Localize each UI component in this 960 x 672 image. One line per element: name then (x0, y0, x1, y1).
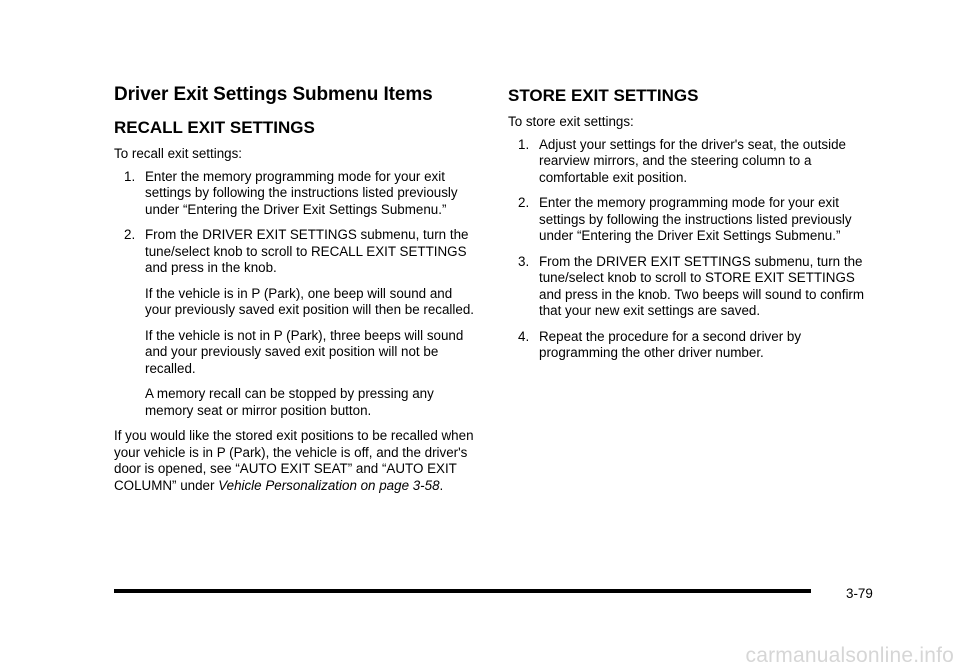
list-item (508, 254, 878, 320)
list-item (114, 169, 480, 219)
step-text: Adjust your settings for the driver's seat, the outside rearview mirrors, and the steering column to a comfortable exit position. (539, 136, 846, 185)
list-item (508, 195, 878, 245)
step-text: Enter the memory programming mode for your exit settings by following the instructions listed previously under “Entering the Driver Exit Settings Submenu.” (539, 195, 852, 243)
list-item (508, 329, 878, 362)
footer-rule (114, 589, 811, 593)
list-item (508, 137, 878, 187)
recall-note-not-park: If the vehicle is not in P (Park), three beeps will sound and your previously saved exit position will not be recalled. (145, 327, 464, 376)
recall-note-stop: A memory recall can be stopped by pressing any memory seat or mirror position button. (145, 386, 434, 418)
store-section-heading: STORE EXIT SETTINGS (508, 86, 699, 105)
recall-trailer (114, 428, 480, 494)
right-column (508, 86, 878, 371)
list-item (114, 227, 480, 277)
recall-lead: To recall exit settings: (114, 146, 243, 161)
step-number: 3. (518, 253, 530, 269)
left-column (114, 84, 480, 494)
page-title: Driver Exit Settings Submenu Items (114, 84, 433, 105)
page-number: 3-79 (846, 586, 873, 601)
watermark: carmanualsonline.info (745, 644, 954, 667)
step-text: From the DRIVER EXIT SETTINGS submenu, turn the tune/select knob to scroll to RECALL EXIT SETTINGS and press in the knob. (145, 227, 469, 275)
cross-reference-link: Vehicle Personalization on page 3-58 (218, 477, 440, 493)
recall-note-park: If the vehicle is in P (Park), one beep will sound and your previously saved exit position will then be recalled. (145, 285, 474, 317)
store-lead: To store exit settings: (508, 114, 634, 129)
step-number: 4. (518, 328, 530, 344)
step-number: 1. (124, 168, 136, 184)
step-number: 1. (518, 136, 530, 152)
store-steps (508, 137, 878, 362)
trailer-end: . (439, 477, 444, 493)
trailer-text: If you would like the stored exit positions to be recalled when your vehicle is in P (Park), the vehicle is off, and the driver's door is opened, see “AUTO EXIT SEAT” and “AUTO EXIT COLUMN” under (114, 428, 474, 493)
step-text: Repeat the procedure for a second driver by programming the other driver number. (539, 328, 802, 360)
recall-steps (114, 169, 480, 277)
recall-section-heading: RECALL EXIT SETTINGS (114, 118, 315, 137)
step-number: 2. (124, 227, 136, 242)
step-text: Enter the memory programming mode for your exit settings by following the instructions listed previously under “Entering the Driver Exit Settings Submenu.” (145, 168, 458, 217)
step-text: From the DRIVER EXIT SETTINGS submenu, turn the tune/select knob to scroll to STORE EXIT SETTINGS and press in the knob. Two beeps will sound to confirm that your new exit settings are saved. (539, 253, 865, 318)
step-number: 2. (518, 195, 530, 210)
